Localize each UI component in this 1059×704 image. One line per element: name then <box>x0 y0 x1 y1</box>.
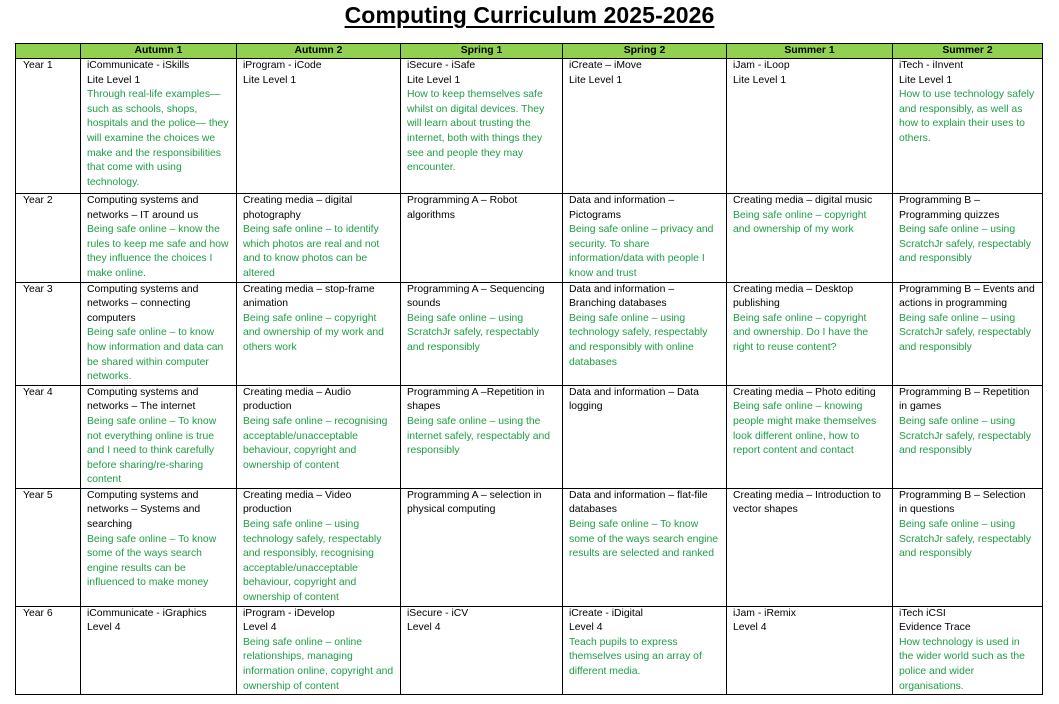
table-cell <box>237 59 401 194</box>
unit-title: iTech iCSI <box>899 607 946 619</box>
table-row <box>16 194 1043 283</box>
header-row <box>16 44 1043 59</box>
unit-title: iCreate - iDigital <box>569 607 643 619</box>
unit-title: Lite Level 1 <box>569 74 623 86</box>
table-cell <box>401 606 563 695</box>
table-cell <box>563 606 727 695</box>
table-cell <box>237 606 401 695</box>
table-cell <box>237 385 401 488</box>
header-cell-summer-2: Summer 2 <box>893 44 1043 59</box>
online-safety-note: Teach pupils to express themselves using an array of different media. <box>569 636 702 677</box>
unit-title: iProgram - iDevelop <box>243 607 335 619</box>
header-cell-spring-2: Spring 2 <box>563 44 727 59</box>
unit-title: Creating media – Photo editing <box>733 386 876 398</box>
unit-title: Creating media – digital photography <box>243 195 353 221</box>
table-cell <box>401 59 563 194</box>
online-safety-note: Being safe online – To know not everything online is true and I need to think carefully before sharing/re-sharing content <box>87 415 217 486</box>
unit-title: Programming A – Sequencing sounds <box>407 283 545 310</box>
unit-title: iJam - iLoop <box>733 60 790 71</box>
header-cell-summer-1: Summer 1 <box>727 44 893 59</box>
unit-title: Level 4 <box>733 622 767 634</box>
table-cell <box>893 194 1043 283</box>
unit-title: Programming A – Robot algorithms <box>407 195 518 221</box>
online-safety-note: Being safe online – copyright and ownership. Do I have the right to reuse content? <box>733 312 869 353</box>
year-label: Year 2 <box>16 194 81 283</box>
unit-title: Evidence Trace <box>899 622 971 634</box>
table-cell <box>81 59 237 194</box>
unit-title: Creating media – Audio production <box>243 386 352 413</box>
unit-title: Programming B – Repetition in games <box>899 386 1030 413</box>
table-cell <box>237 488 401 606</box>
table-cell <box>401 488 563 606</box>
table-cell <box>563 488 727 606</box>
table-cell <box>81 282 237 385</box>
table-row <box>16 385 1043 488</box>
unit-title: Computing systems and networks – The internet <box>87 386 199 413</box>
unit-title: iJam - iRemix <box>733 607 796 619</box>
online-safety-note: Being safe online – to identify which photos are real and not and to know photos can be altered <box>243 224 380 279</box>
unit-title: Lite Level 1 <box>899 74 953 86</box>
unit-title: iSecure - iCV <box>407 607 469 619</box>
online-safety-note: Being safe online – using ScratchJr safely, respectably and responsibly <box>899 312 1032 353</box>
table-cell <box>81 194 237 283</box>
unit-title: Lite Level 1 <box>87 74 141 86</box>
unit-title: Level 4 <box>243 622 277 634</box>
table-cell <box>81 385 237 488</box>
header-cell-spring-1: Spring 1 <box>401 44 563 59</box>
table-cell <box>727 606 893 695</box>
unit-title: iCreate – iMove <box>569 60 642 71</box>
table-row <box>16 606 1043 695</box>
unit-title: Programming B – Events and actions in programming <box>899 283 1035 310</box>
table-cell <box>893 59 1043 194</box>
table-cell <box>401 282 563 385</box>
online-safety-note: Being safe online – using ScratchJr safely, respectably and responsibly <box>899 224 1032 265</box>
table-cell <box>893 385 1043 488</box>
curriculum-table <box>15 43 1043 695</box>
table-cell <box>81 488 237 606</box>
unit-title: Creating media – Introduction to vector shapes <box>733 489 881 516</box>
unit-title: iCommunicate - iGraphics <box>87 607 207 619</box>
table-row <box>16 488 1043 606</box>
online-safety-note: How technology is used in the wider world such as the police and wider organisations. <box>899 636 1025 692</box>
table-cell <box>727 194 893 283</box>
unit-title: Data and information – Pictograms <box>569 195 675 221</box>
table-row <box>16 282 1043 385</box>
header-cell-autumn-1: Autumn 1 <box>81 44 237 59</box>
year-label: Year 5 <box>16 488 81 606</box>
table-row <box>16 59 1043 194</box>
unit-title: Data and information – flat-file databases <box>569 489 708 516</box>
online-safety-note: How to keep themselves safe whilst on digital devices. They will learn about trusting the internet, both with things they see and people they may encounter. <box>407 89 545 174</box>
unit-title: Programming A – selection in physical computing <box>407 489 542 516</box>
table-cell <box>563 385 727 488</box>
online-safety-note: Being safe online – To know some of the ways search engine results can be influenced to make money <box>87 533 217 589</box>
unit-title: iTech - iInvent <box>899 60 964 71</box>
table-cell <box>237 194 401 283</box>
online-safety-note: Being safe online – using ScratchJr safely, respectably and responsibly <box>899 519 1032 560</box>
table-cell <box>563 59 727 194</box>
header-cell-corner <box>16 44 81 59</box>
page-title: Computing Curriculum 2025-2026 <box>344 2 715 28</box>
unit-title: iCommunicate - iSkills <box>87 60 190 71</box>
table-cell <box>237 282 401 385</box>
online-safety-note: How to use technology safely and responsibly, as well as how to explain their uses to others. <box>899 89 1035 144</box>
unit-title: Level 4 <box>407 622 441 634</box>
unit-title: Programming B – Programming quizzes <box>899 195 1000 221</box>
online-safety-note: Being safe online – recognising acceptable/unacceptable behaviour, copyright and ownership of content <box>243 415 388 471</box>
unit-title: Computing systems and networks – Systems and searching <box>87 489 201 531</box>
online-safety-note: Being safe online – knowing people might make themselves look different online, how to report content and contact <box>733 401 877 457</box>
unit-title: Computing systems and networks – connecting computers <box>87 283 199 324</box>
online-safety-note: Being safe online – using ScratchJr safely, respectably and responsibly <box>407 312 540 353</box>
unit-title: Level 4 <box>87 622 121 634</box>
table-cell <box>401 194 563 283</box>
unit-title: Level 4 <box>569 622 603 634</box>
unit-title: Creating media – Video production <box>243 489 352 516</box>
unit-title: Programming B – Selection in questions <box>899 489 1026 516</box>
unit-title: Lite Level 1 <box>407 74 461 86</box>
table-cell <box>727 488 893 606</box>
online-safety-note: Through real-life examples— such as schools, shops, hospitals and the police— they will examine the choices we make and the responsibilities that come with using technology. <box>87 89 229 188</box>
year-label: Year 6 <box>16 606 81 695</box>
year-label: Year 3 <box>16 282 81 385</box>
table-cell <box>893 282 1043 385</box>
online-safety-note: Being safe online – online relationships, managing information online, copyright and ownership of content <box>243 636 394 692</box>
table-cell <box>727 59 893 194</box>
table-cell <box>81 606 237 695</box>
online-safety-note: Being safe online – using the internet safely, respectably and responsibly <box>407 415 551 457</box>
online-safety-note: Being safe online – using ScratchJr safely, respectably and responsibly <box>899 415 1032 457</box>
year-label: Year 4 <box>16 385 81 488</box>
unit-title: Programming A –Repetition in shapes <box>407 386 545 413</box>
unit-title: Creating media – Desktop publishing <box>733 283 854 310</box>
online-safety-note: Being safe online – know the rules to keep me safe and how they influence the choices I make online. <box>87 224 229 279</box>
table-cell <box>727 385 893 488</box>
online-safety-note: Being safe online – using technology safely, respectably and responsibly with online databases <box>569 312 708 368</box>
online-safety-note: Being safe online – using technology safely, respectably and responsibly, recognising acceptable/unacceptable behaviour, copyright and ownership of content <box>243 519 382 604</box>
table-cell <box>727 282 893 385</box>
unit-title: Creating media – digital music <box>733 195 873 206</box>
table-cell <box>401 385 563 488</box>
unit-title: iProgram - iCode <box>243 60 322 71</box>
online-safety-note: Being safe online – privacy and security. To share information/data with people I know and trust <box>569 224 714 279</box>
year-label: Year 1 <box>16 59 81 194</box>
online-safety-note: Being safe online – copyright and ownership of my work and others work <box>243 312 384 353</box>
online-safety-note: Being safe online – copyright and ownership of my work <box>733 209 867 236</box>
unit-title: Lite Level 1 <box>733 74 787 86</box>
table-cell <box>563 282 727 385</box>
online-safety-note: Being safe online – to know how information and data can be shared within computer networks. <box>87 327 224 383</box>
unit-title: Computing systems and networks – IT around us <box>87 195 199 221</box>
unit-title: Lite Level 1 <box>243 74 297 86</box>
unit-title: Data and information – Branching databases <box>569 283 675 310</box>
table-cell <box>563 194 727 283</box>
table-cell <box>893 606 1043 695</box>
unit-title: Creating media – stop-frame animation <box>243 283 375 310</box>
unit-title: Data and information – Data logging <box>569 386 699 413</box>
online-safety-note: Being safe online – To know some of the ways search engine results are selected and ranked <box>569 519 719 560</box>
unit-title: iSecure - iSafe <box>407 60 476 71</box>
table-cell <box>893 488 1043 606</box>
header-cell-autumn-2: Autumn 2 <box>237 44 401 59</box>
